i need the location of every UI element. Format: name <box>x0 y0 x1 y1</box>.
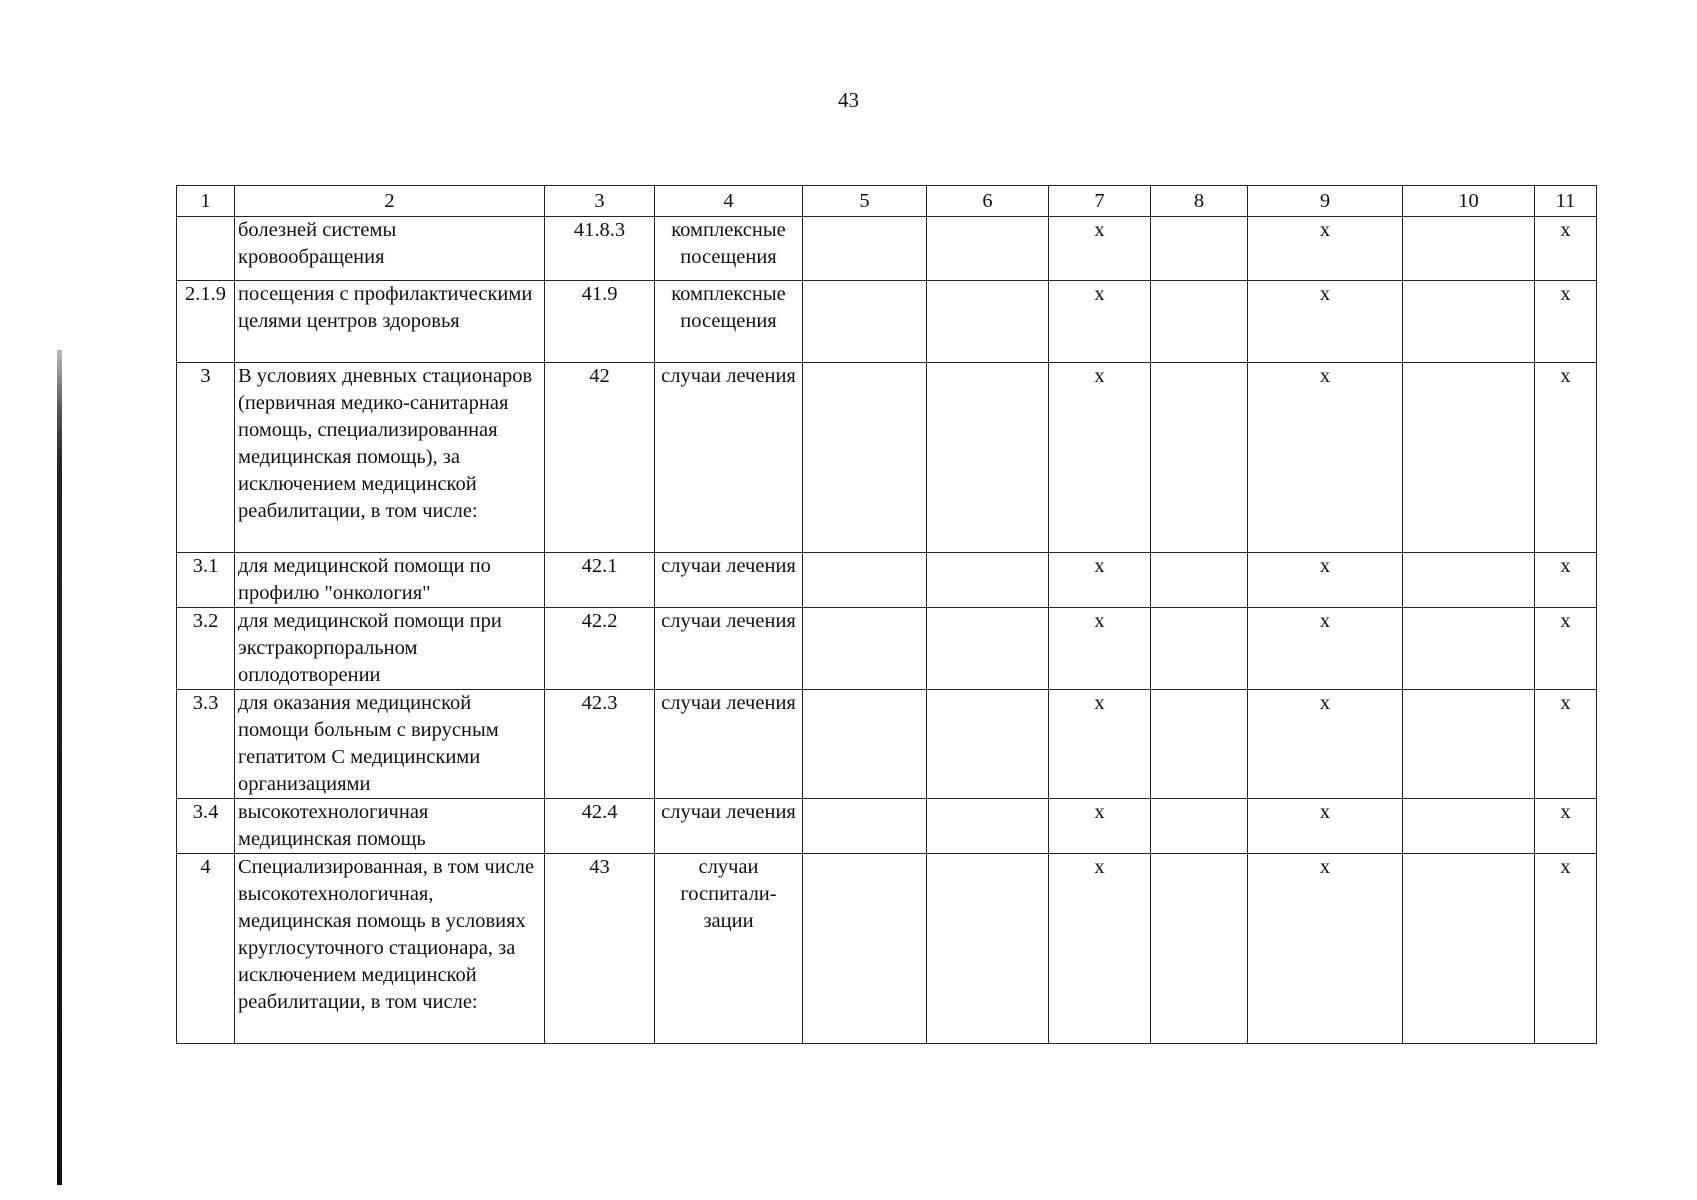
cell-col-10 <box>1403 217 1535 281</box>
table-row <box>177 363 1597 553</box>
row-name: для медицинской помощи при экстракорпоральном оплодотворении <box>235 608 545 690</box>
column-header: 2 <box>235 186 545 217</box>
cell-col-8 <box>1151 217 1248 281</box>
row-unit: комплексные посещения <box>655 281 803 363</box>
row-number: 3 <box>177 363 235 553</box>
row-number: 3.4 <box>177 799 235 854</box>
cell-col-8 <box>1151 799 1248 854</box>
row-name: посещения с профилактическими целями центров здоровья <box>235 281 545 363</box>
column-header: 8 <box>1151 186 1248 217</box>
table-row <box>177 608 1597 690</box>
row-code: 42.4 <box>545 799 655 854</box>
cell-col-10 <box>1403 363 1535 553</box>
row-unit: случаи лечения <box>655 690 803 799</box>
page-number: 43 <box>838 88 859 112</box>
cell-col-11: х <box>1535 553 1597 608</box>
cell-col-9: х <box>1248 363 1403 553</box>
cell-col-5 <box>803 553 927 608</box>
cell-col-6 <box>927 690 1049 799</box>
row-code: 42 <box>545 363 655 553</box>
scan-edge-shadow <box>57 350 62 1185</box>
cell-col-9: х <box>1248 217 1403 281</box>
cell-col-9: х <box>1248 854 1403 1044</box>
cell-col-8 <box>1151 690 1248 799</box>
cell-col-6 <box>927 854 1049 1044</box>
cell-col-8 <box>1151 854 1248 1044</box>
cell-col-9: х <box>1248 799 1403 854</box>
column-header: 5 <box>803 186 927 217</box>
cell-col-9: х <box>1248 608 1403 690</box>
cell-col-5 <box>803 854 927 1044</box>
cell-col-7: х <box>1049 608 1151 690</box>
column-header: 11 <box>1535 186 1597 217</box>
cell-col-11: х <box>1535 690 1597 799</box>
row-unit: случаи госпитали-зации <box>655 854 803 1044</box>
row-number: 2.1.9 <box>177 281 235 363</box>
cell-col-10 <box>1403 281 1535 363</box>
table-row <box>177 217 1597 281</box>
row-code: 43 <box>545 854 655 1044</box>
column-header: 10 <box>1403 186 1535 217</box>
table-row <box>177 690 1597 799</box>
row-unit: случаи лечения <box>655 363 803 553</box>
row-code: 42.1 <box>545 553 655 608</box>
cell-col-10 <box>1403 553 1535 608</box>
cell-col-10 <box>1403 854 1535 1044</box>
row-code: 42.2 <box>545 608 655 690</box>
cell-col-7: х <box>1049 799 1151 854</box>
header-row <box>177 186 1597 217</box>
cell-col-8 <box>1151 553 1248 608</box>
cell-col-5 <box>803 690 927 799</box>
cell-col-5 <box>803 608 927 690</box>
cell-col-10 <box>1403 690 1535 799</box>
row-number: 3.3 <box>177 690 235 799</box>
cell-col-8 <box>1151 608 1248 690</box>
row-code: 41.8.3 <box>545 217 655 281</box>
row-name: для медицинской помощи по профилю "онкология" <box>235 553 545 608</box>
row-name: высокотехнологичная медицинская помощь <box>235 799 545 854</box>
column-header: 7 <box>1049 186 1151 217</box>
cell-col-6 <box>927 799 1049 854</box>
row-number: 3.1 <box>177 553 235 608</box>
cell-col-9: х <box>1248 690 1403 799</box>
cell-col-7: х <box>1049 690 1151 799</box>
row-name: В условиях дневных стационаров (первичная медико-санитарная помощь, специализированная медицинская помощь), за исключением медицинской реабилитации, в том числе: <box>235 363 545 553</box>
cell-col-10 <box>1403 608 1535 690</box>
cell-col-11: х <box>1535 799 1597 854</box>
cell-col-8 <box>1151 281 1248 363</box>
cell-col-9: х <box>1248 281 1403 363</box>
row-code: 42.3 <box>545 690 655 799</box>
cell-col-11: х <box>1535 217 1597 281</box>
cell-col-7: х <box>1049 553 1151 608</box>
cell-col-11: х <box>1535 281 1597 363</box>
row-unit: случаи лечения <box>655 608 803 690</box>
cell-col-5 <box>803 217 927 281</box>
table-row <box>177 281 1597 363</box>
column-header: 9 <box>1248 186 1403 217</box>
column-header: 4 <box>655 186 803 217</box>
column-header: 6 <box>927 186 1049 217</box>
row-code: 41.9 <box>545 281 655 363</box>
row-unit: случаи лечения <box>655 553 803 608</box>
table-row <box>177 799 1597 854</box>
row-number: 3.2 <box>177 608 235 690</box>
cell-col-5 <box>803 799 927 854</box>
cell-col-5 <box>803 363 927 553</box>
cell-col-9: х <box>1248 553 1403 608</box>
cell-col-7: х <box>1049 281 1151 363</box>
cell-col-11: х <box>1535 363 1597 553</box>
row-name: болезней системы кровообращения <box>235 217 545 281</box>
cell-col-5 <box>803 281 927 363</box>
row-number <box>177 217 235 281</box>
column-header: 1 <box>177 186 235 217</box>
table-row <box>177 553 1597 608</box>
row-name: Специализированная, в том числе высокотехнологичная, медицинская помощь в условиях круглосуточного стационара, за исключением медицинской реабилитации, в том числе: <box>235 854 545 1044</box>
cell-col-6 <box>927 281 1049 363</box>
cell-col-10 <box>1403 799 1535 854</box>
table-row <box>177 854 1597 1044</box>
row-number: 4 <box>177 854 235 1044</box>
column-header: 3 <box>545 186 655 217</box>
cell-col-7: х <box>1049 217 1151 281</box>
cell-col-8 <box>1151 363 1248 553</box>
cell-col-7: х <box>1049 363 1151 553</box>
cell-col-6 <box>927 553 1049 608</box>
row-unit: случаи лечения <box>655 799 803 854</box>
cell-col-6 <box>927 217 1049 281</box>
cell-col-6 <box>927 363 1049 553</box>
data-table <box>176 185 1597 1044</box>
cell-col-11: х <box>1535 854 1597 1044</box>
cell-col-6 <box>927 608 1049 690</box>
row-name: для оказания медицинской помощи больным с вирусным гепатитом С медицинскими организациями <box>235 690 545 799</box>
row-unit: комплексные посещения <box>655 217 803 281</box>
cell-col-7: х <box>1049 854 1151 1044</box>
cell-col-11: х <box>1535 608 1597 690</box>
